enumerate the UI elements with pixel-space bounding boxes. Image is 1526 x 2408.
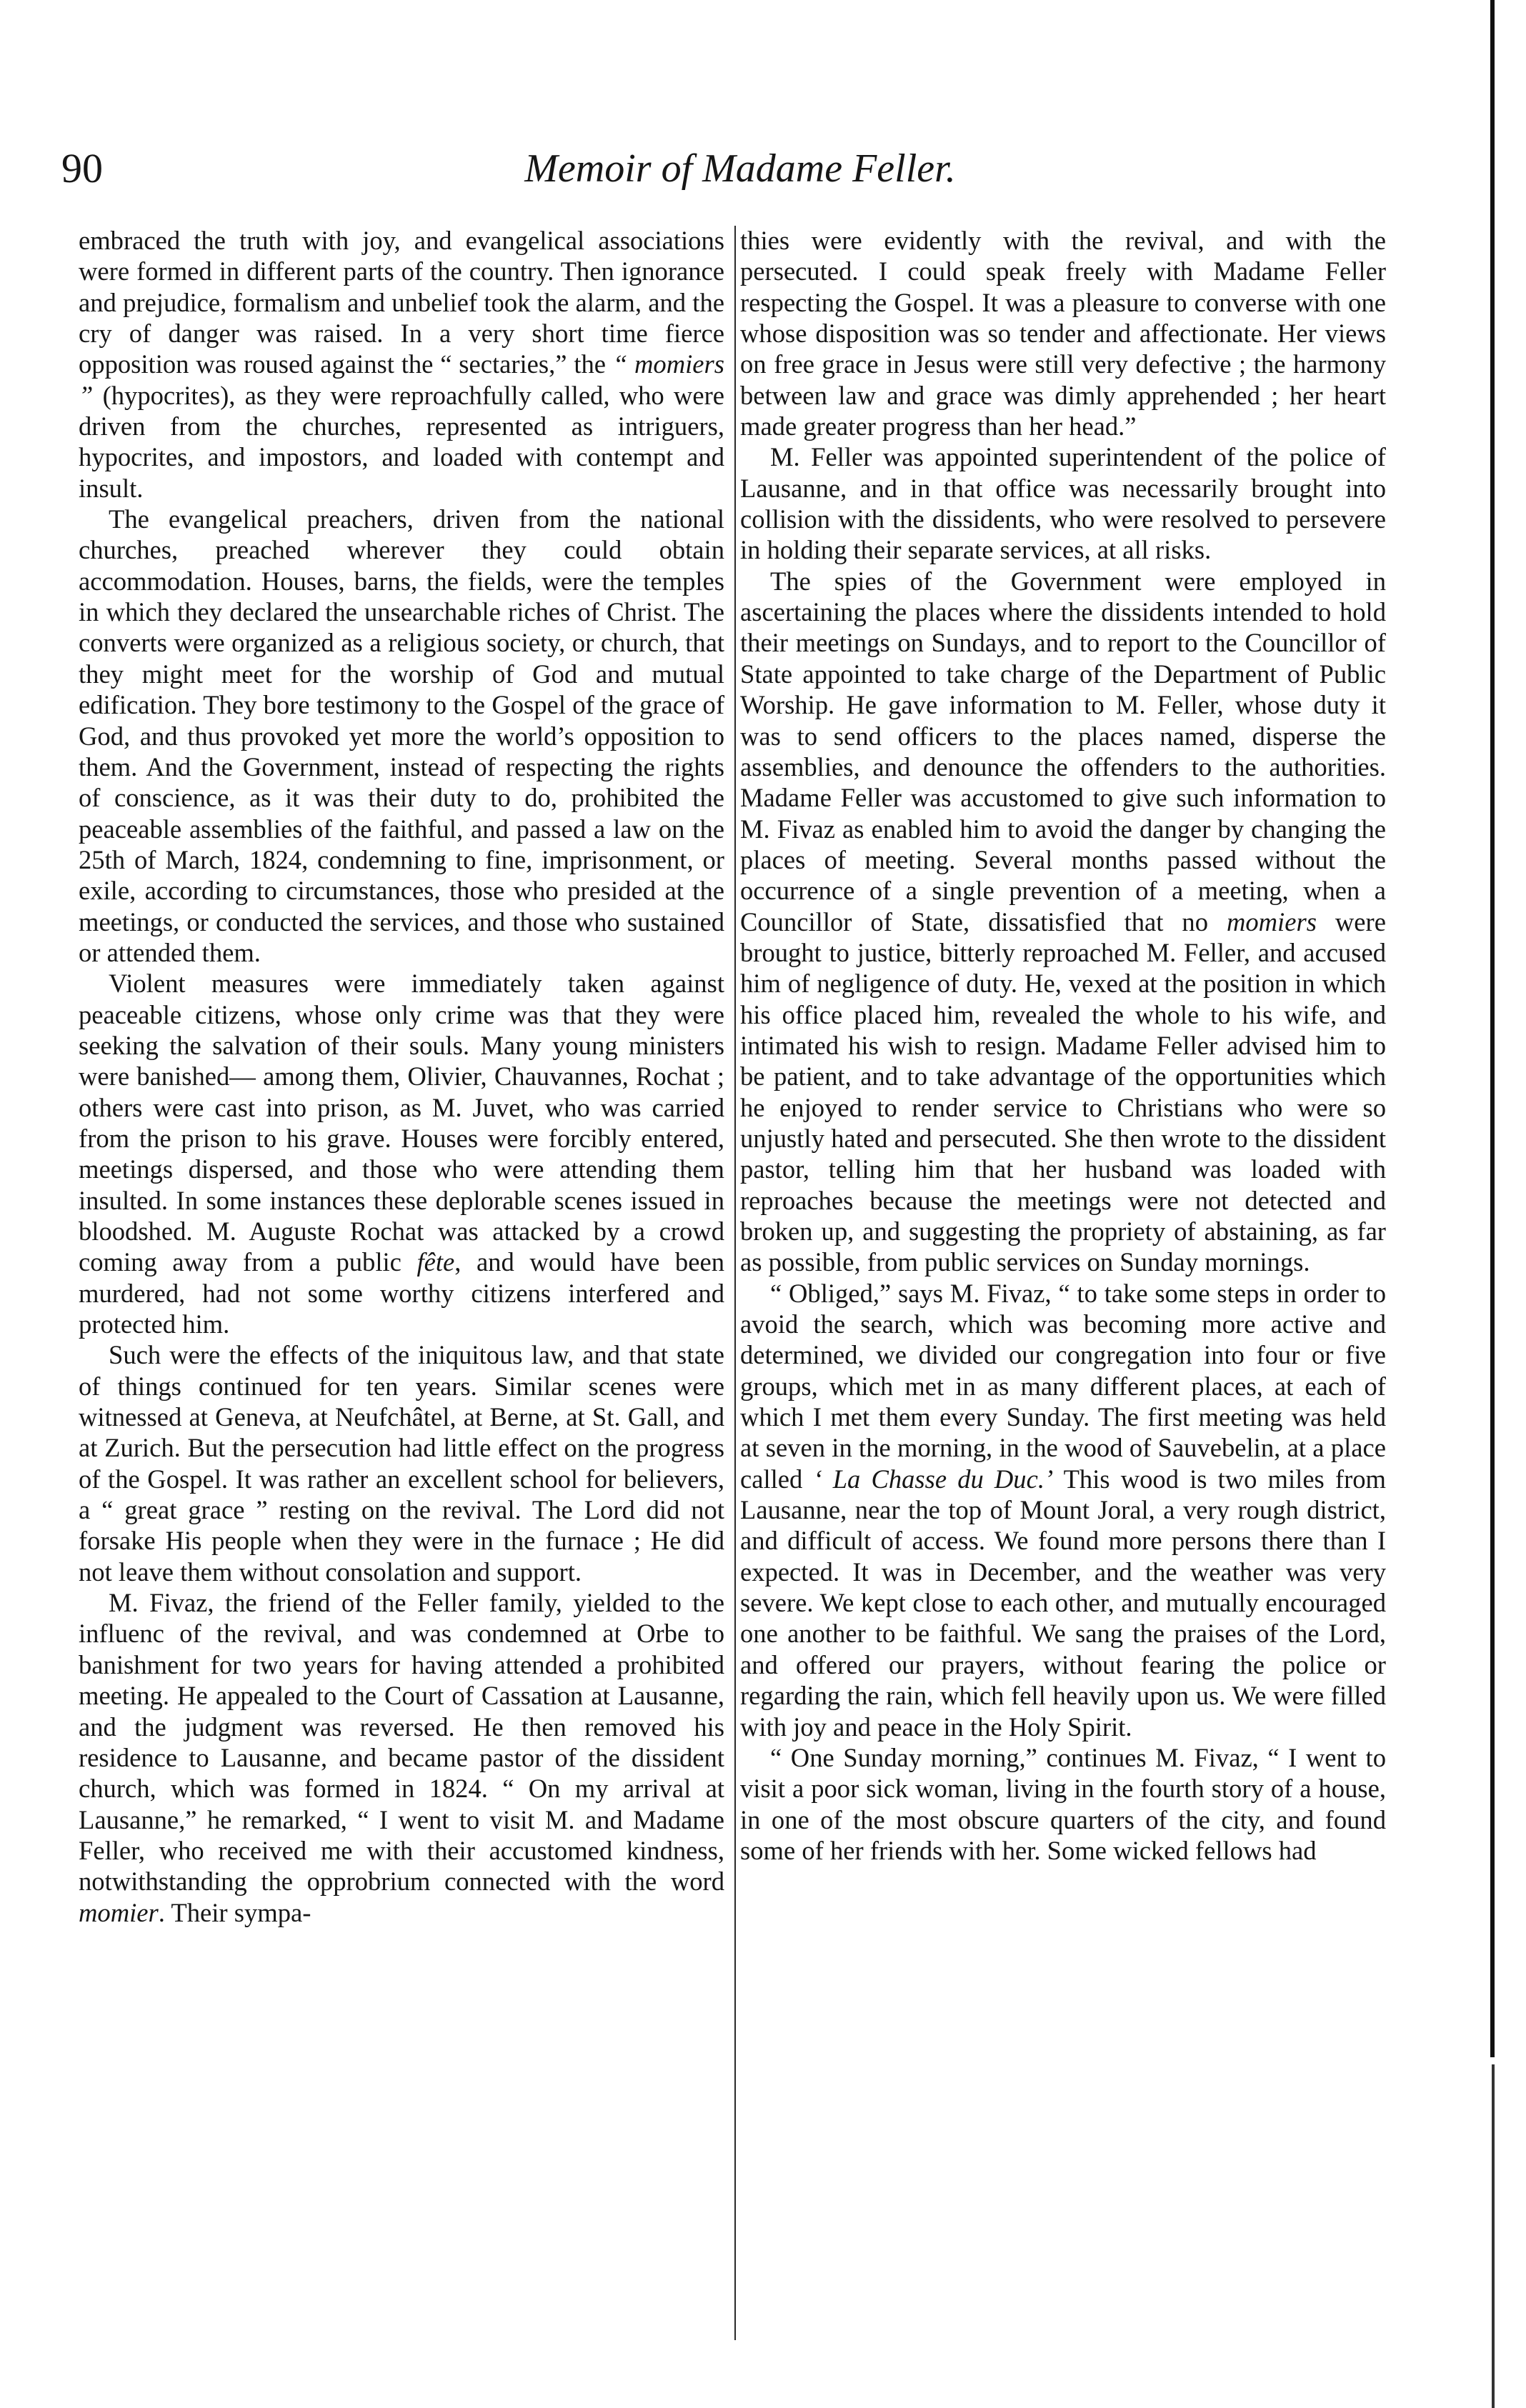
paragraph-text: “ Obliged,” says M. Fivaz, “ to take some steps in order to avoid the search, which was becoming more active and determined, we divided our congregation into four or five groups, which met in as many different places, at each of which I met them every Sunday. The first meeting was held at seven in the morning, in the wood of Sauvebelin, at a place called <box>740 1278 1386 1494</box>
italic-term: fête <box>417 1247 455 1277</box>
left-column <box>79 225 724 1928</box>
paragraph-text: were brought to justice, bitterly reproached M. Feller, and accused him of negligence of duty. He, vexed at the position in which his office placed him, revealed the whole to his wife, and intimated his wish to resign. Madame Feller advised him to be patient, and to take advantage of the opportunities which he enjoyed to render service to Christians who were so unjustly hated and persecuted. She then wrote to the dissident pastor, telling him that her husband was loaded with reproaches because the meetings were not detected and broken up, and suggesting the propriety of abstaining, as far as possible, from public services on Sunday mornings. <box>740 906 1386 1277</box>
paragraph-text: , and would have been murdered, had not some worthy citizens interfered and protected him. <box>79 1247 724 1339</box>
right-column <box>740 225 1386 1866</box>
paragraph <box>740 1278 1386 1742</box>
paragraph <box>740 566 1386 1278</box>
page-number: 90 <box>61 145 103 191</box>
paragraph: M. Feller was appointed superintendent of the police of Lausanne, and in that office was necessarily brought into collision with the dissidents, who were resolved to persevere in holding their separate services, at all risks. <box>740 442 1386 565</box>
paragraph <box>79 1587 724 1928</box>
paragraph: thies were evidently with the revival, and with the persecuted. I could speak freely with Madame Feller respecting the Gospel. It was a pleasure to converse with one whose disposition was so tender and affectionate. Her views on free grace in Jesus were still very defective ; the harmony between law and grace was dimly apprehended ; her heart made greater progress than her head.” <box>740 226 1386 441</box>
italic-term: “ momiers ” <box>79 349 724 410</box>
paragraph: Such were the effects of the iniquitous law, and that state of things continued for ten years. Similar scenes were witnessed at Geneva, at Neufchâtel, at Berne, at St. Gall, and at Zurich. But the persecution had little effect on the progress of the Gospel. It was rather an excellent school for believers, a “ great grace ” resting on the revival. The Lord did not forsake His people when they were in the furnace ; He did not leave them without consolation and support. <box>79 1340 724 1587</box>
paragraph <box>79 225 724 504</box>
paragraph-text: . Their sympa- <box>158 1897 311 1927</box>
italic-term: ‘ La Chasse du Duc.’ <box>813 1464 1054 1494</box>
paragraph-text: The spies of the Government were employed in ascertaining the places where the dissidents intended to hold their meetings on Sundays, and to report to the Councillor of State appointed to take charge of the Department of Public Worship. He gave information to M. Feller, whose duty it was to send officers to the places named, disperse the assemblies, and denounce the offenders to the authorities. Madame Feller was accustomed to give such information to M. Fivaz as enabled him to avoid the danger by changing the places of meeting. Several months passed without the occurrence of a single prevention of a meeting, when a Councillor of State, dissatisfied that no <box>740 566 1386 936</box>
paragraph-text: Violent measures were immediately taken against peaceable citizens, whose only crime was that they were seeking the salvation of their souls. Many young ministers were banished— among them, Olivier, Chauvannes, Rochat ; others were cast into prison, as M. Juvet, who was carried from the prison to his grave. Houses were forcibly entered, meetings dispersed, and those who were attending them insulted. In some instances these deplorable scenes issued in bloodshed. M. Auguste Rochat was attacked by a crowd coming away from a public <box>79 969 724 1277</box>
paragraph-text: (hypocrites), as they were reproachfully called, who were driven from the churches, represented as intriguers, hypocrites, and impostors, and loaded with contempt and insult. <box>79 380 724 503</box>
page-header <box>61 140 1390 197</box>
running-title: Memoir of Madame Feller. <box>524 146 956 191</box>
column-divider <box>734 226 736 2340</box>
paragraph-text: This wood is two miles from Lausanne, near the top of Mount Joral, a very rough district, and difficult of access. We found more persons there than I expected. It was in December, and the weather was very severe. We kept close to each other, and mutually encouraged one another to be faithful. We sang the praises of the Lord, and offered our prayers, without fearing the police or regarding the rain, which fell heavily upon us. We were filled with joy and peace in the Holy Spirit. <box>740 1464 1386 1742</box>
paragraph <box>79 968 724 1339</box>
paragraph: The evangelical preachers, driven from the national churches, preached wherever they could obtain accommodation. Houses, barns, the fields, were the temples in which they declared the unsearchable riches of Christ. The converts were organized as a religious society, or church, that they might meet for the worship of God and mutual edification. They bore testimony to the Gospel of the grace of God, and thus provoked yet more the world’s opposition to them. And the Government, instead of respecting the rights of conscience, as it was their duty to do, prohibited the peaceable assemblies of the faithful, and passed a law on the 25th of March, 1824, condemning to fine, imprisonment, or exile, according to circumstances, those who presided at the meetings, or conducted the services, and those who sustained or attended them. <box>79 504 724 967</box>
paragraph: “ One Sunday morning,” continues M. Fivaz, “ I went to visit a poor sick woman, living in the fourth story of a house, in one of the most obscure quarters of the city, and found some of her friends with her. Some wicked fellows had <box>740 1742 1386 1865</box>
italic-term: momier <box>79 1897 159 1927</box>
paragraph-text: M. Fivaz, the friend of the Feller family, yielded to the influenc of the revival, and was condemned at Orbe to banishment for two years for having attended a prohibited meeting. He appealed to the Court of Cassation at Lausanne, and the judgment was reversed. He then removed his residence to Lausanne, and became pastor of the dissident church, which was formed in 1824. “ On my arrival at Lausanne,” he remarked, “ I went to visit M. and Madame Feller, who received me with their accustomed kindness, notwithstanding the opprobrium connected with the word <box>79 1588 724 1897</box>
page-edge-rule-lower <box>1492 2064 1495 2408</box>
italic-term: momiers <box>1226 906 1317 936</box>
page-edge-rule <box>1490 0 1495 2057</box>
paragraph-text: embraced the truth with joy, and evangelical associations were formed in different parts of the country. Then ignorance and prejudice, formalism and unbelief took the alarm, and the cry of danger was raised. In a very short time fierce opposition was roused against the “ sectaries,” the <box>79 226 724 379</box>
